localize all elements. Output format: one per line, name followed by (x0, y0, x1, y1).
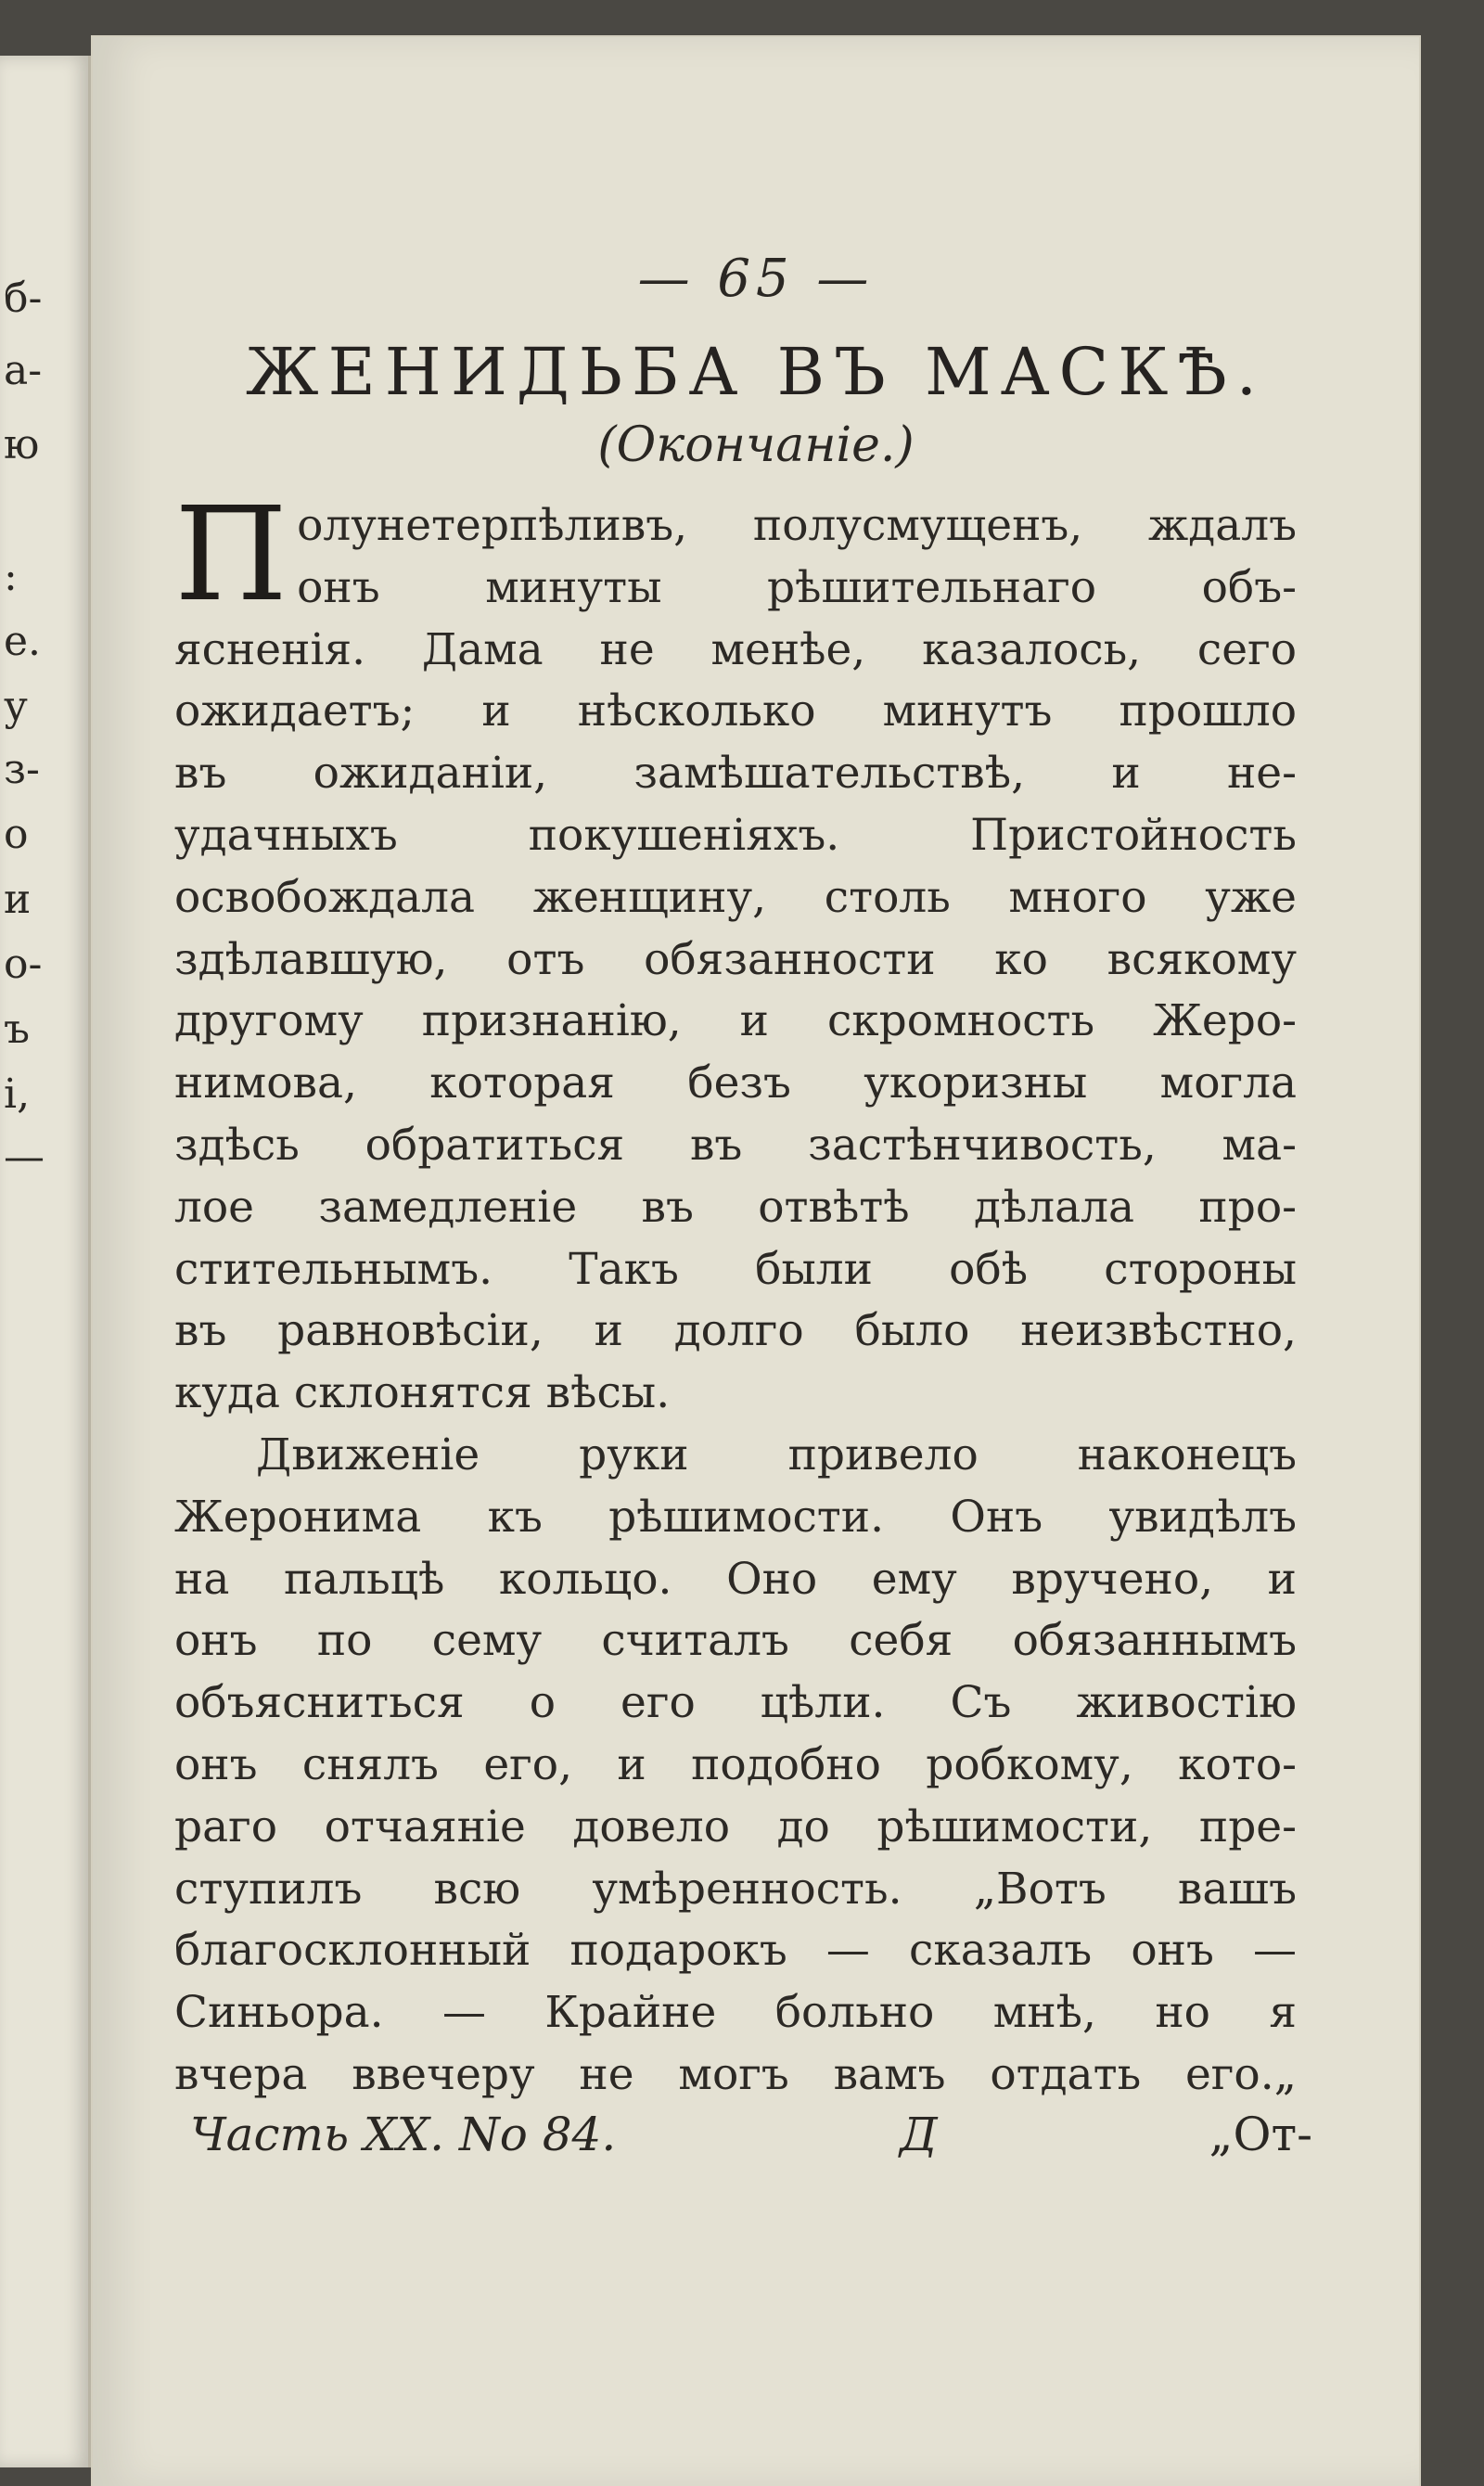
prev-fragment: о- (4, 941, 43, 988)
page-number: — 65 — (637, 249, 875, 309)
text-line: другому признанію, и скромность Жеро- (174, 995, 1297, 1047)
book-page (93, 37, 1419, 2486)
text-line: лое замедленіе въ отвѣтѣ дѣлала про- (174, 1181, 1297, 1233)
text-line: ожидаетъ; и нѣсколько минутъ прошло (174, 686, 1297, 737)
prev-fragment: о (4, 811, 29, 858)
prev-fragment: — (4, 1134, 45, 1181)
text-line: здѣлавшую, отъ обязанности ко всякому (174, 933, 1297, 985)
text-line: объясниться о его цѣли. Съ живостію (174, 1677, 1297, 1729)
text-line: раго отчаяніе довело до рѣшимости, пре- (174, 1800, 1297, 1852)
text-line: въ равновѣсіи, и долго было неизвѣстно, (174, 1305, 1297, 1357)
drop-cap: П (174, 480, 288, 631)
prev-fragment: у (4, 683, 28, 730)
text-line: Жеронима къ рѣшимости. Онъ увидѣлъ (174, 1491, 1297, 1543)
text-line: ступилъ всю умѣренность. „Вотъ вашъ (174, 1863, 1297, 1915)
text-line: нимова, которая безъ укоризны могла (174, 1057, 1297, 1109)
article-title: ЖЕНИДЬБА ВЪ МАСКѢ. (246, 334, 1266, 410)
text-line: освобождала женщину, столь много уже (174, 871, 1297, 923)
prev-fragment: ъ (4, 1006, 30, 1053)
prev-fragment: з- (4, 746, 40, 793)
text-line: Движеніе руки привело наконецъ (256, 1429, 1297, 1480)
article-body (174, 480, 1297, 2107)
signature-mark: Часть XX. No 84. (190, 2108, 617, 2161)
text-line: стительнымъ. Такъ были обѣ стороны (174, 1243, 1297, 1295)
prev-fragment: ю (4, 421, 40, 468)
text-line: Синьора. — Крайне больно мнѣ, но я (174, 1987, 1297, 2039)
text-line: удачныхъ покушеніяхъ. Пристойность (174, 809, 1297, 861)
prev-fragment: а- (4, 347, 43, 394)
text-line: вчера ввечеру не могъ вамъ отдать его.„ (174, 2048, 1297, 2100)
text-line: олунетерпѣливъ, полусмущенъ, ждалъ (297, 500, 1297, 551)
text-line: на пальцѣ кольцо. Оно ему вручено, и (174, 1553, 1297, 1605)
prev-fragment: : (4, 553, 18, 600)
text-line: благосклонный подарокъ — сказалъ онъ — (174, 1925, 1297, 1977)
article-subtitle: (Окончаніе.) (597, 417, 915, 473)
signature-letter: Д (900, 2108, 938, 2161)
page-footer (190, 2108, 1312, 2172)
previous-page-edge (0, 56, 91, 2467)
text-line: онъ по сему считалъ себя обязаннымъ (174, 1615, 1297, 1667)
prev-fragment: і, (4, 1070, 31, 1118)
text-line: онъ снялъ его, и подобно робкому, кото- (174, 1738, 1297, 1790)
prev-fragment: и (4, 876, 32, 923)
prev-fragment: б- (4, 275, 43, 322)
text-line: здѣсь обратиться въ застѣнчивость, ма- (174, 1119, 1297, 1171)
prev-fragment: е. (4, 618, 42, 665)
text-line: куда склонятся вѣсы. (174, 1367, 671, 1419)
text-line: въ ожиданіи, замѣшательствѣ, и не- (174, 748, 1297, 800)
text-line: онъ минуты рѣшительнаго объ- (297, 561, 1297, 613)
catchword: „От- (1209, 2108, 1312, 2161)
text-line: ясненія. Дама не менѣе, казалось, сего (174, 623, 1297, 675)
